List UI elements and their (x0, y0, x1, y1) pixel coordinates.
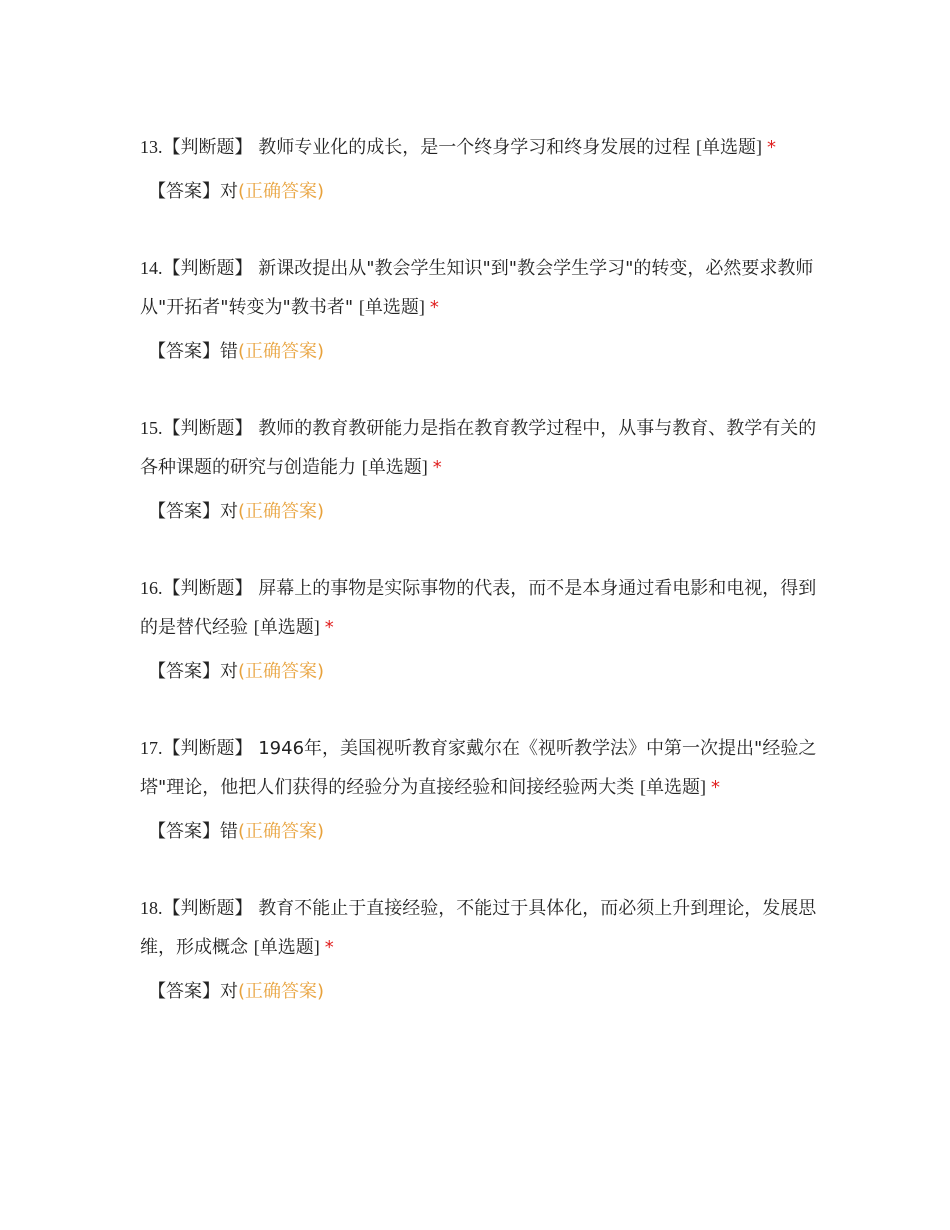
answer-value: 错 (220, 341, 238, 362)
answer-line (148, 817, 820, 847)
question-stem: 教师专业化的成长，是一个终身学习和终身发展的过程 (258, 137, 691, 158)
question-stem: 屏幕上的事物是实际事物的代表，而不是本身通过看电影和电视，得到的是替代经验 (140, 578, 817, 638)
question-type-tag: 【判断题】 (162, 258, 253, 279)
question-13 (140, 128, 820, 207)
required-mark: * (324, 937, 334, 958)
question-kind-note: [单选题] (358, 297, 425, 317)
answer-label: 【答案】 (148, 821, 220, 842)
answer-line (148, 497, 820, 527)
question-kind-note: [单选题] (361, 457, 428, 477)
answer-value: 对 (220, 181, 238, 202)
question-18 (140, 889, 820, 1007)
question-14 (140, 249, 820, 367)
question-kind-note: [单选题] (695, 137, 762, 157)
question-stem: 教育不能止于直接经验，不能过于具体化，而必须上升到理论，发展思维，形成概念 (140, 898, 817, 958)
question-text-line (140, 409, 820, 487)
question-kind-note: [单选题] (253, 617, 320, 637)
question-number: 15. (140, 418, 163, 438)
answer-line (148, 177, 820, 207)
correct-answer-note: (正确答案) (238, 981, 325, 1002)
question-16 (140, 569, 820, 687)
correct-answer-note: (正确答案) (238, 501, 325, 522)
answer-label: 【答案】 (148, 501, 220, 522)
answer-value: 对 (220, 661, 238, 682)
question-stem: 教师的教育教研能力是指在教育教学过程中，从事与教育、教学有关的各种课题的研究与创造能力 (140, 418, 817, 478)
question-type-tag: 【判断题】 (162, 578, 253, 599)
answer-label: 【答案】 (148, 341, 220, 362)
answer-line (148, 337, 820, 367)
question-type-tag: 【判断题】 (162, 898, 253, 919)
answer-line (148, 977, 820, 1007)
question-text-line (140, 249, 820, 327)
required-mark: * (432, 457, 442, 478)
question-text-line (140, 128, 820, 167)
answer-line (148, 657, 820, 687)
question-number: 17. (140, 738, 163, 758)
answer-value: 对 (220, 981, 238, 1002)
answer-label: 【答案】 (148, 661, 220, 682)
question-type-tag: 【判断题】 (162, 418, 253, 439)
required-mark: * (766, 137, 776, 158)
answer-value: 对 (220, 501, 238, 522)
question-stem: 1946年，美国视听教育家戴尔在《视听教学法》中第一次提出"经验之塔"理论，他把人们获得的经验分为直接经验和间接经验两大类 (140, 738, 817, 798)
correct-answer-note: (正确答案) (238, 821, 325, 842)
correct-answer-note: (正确答案) (238, 341, 325, 362)
question-number: 16. (140, 578, 163, 598)
answer-value: 错 (220, 821, 238, 842)
question-number: 14. (140, 258, 163, 278)
required-mark: * (429, 297, 439, 318)
required-mark: * (711, 777, 721, 798)
question-stem: 新课改提出从"教会学生知识"到"教会学生学习"的转变，必然要求教师从"开拓者"转变为"教书者" (140, 258, 814, 318)
question-text-line (140, 729, 820, 807)
answer-label: 【答案】 (148, 181, 220, 202)
answer-label: 【答案】 (148, 981, 220, 1002)
question-15 (140, 409, 820, 527)
question-text-line (140, 569, 820, 647)
question-number: 13. (140, 137, 163, 157)
required-mark: * (324, 617, 334, 638)
question-kind-note: [单选题] (640, 777, 707, 797)
question-text-line (140, 889, 820, 967)
question-kind-note: [单选题] (253, 937, 320, 957)
question-type-tag: 【判断题】 (162, 738, 253, 759)
correct-answer-note: (正确答案) (238, 181, 325, 202)
question-type-tag: 【判断题】 (162, 137, 253, 158)
correct-answer-note: (正确答案) (238, 661, 325, 682)
question-17 (140, 729, 820, 847)
question-number: 18. (140, 898, 163, 918)
